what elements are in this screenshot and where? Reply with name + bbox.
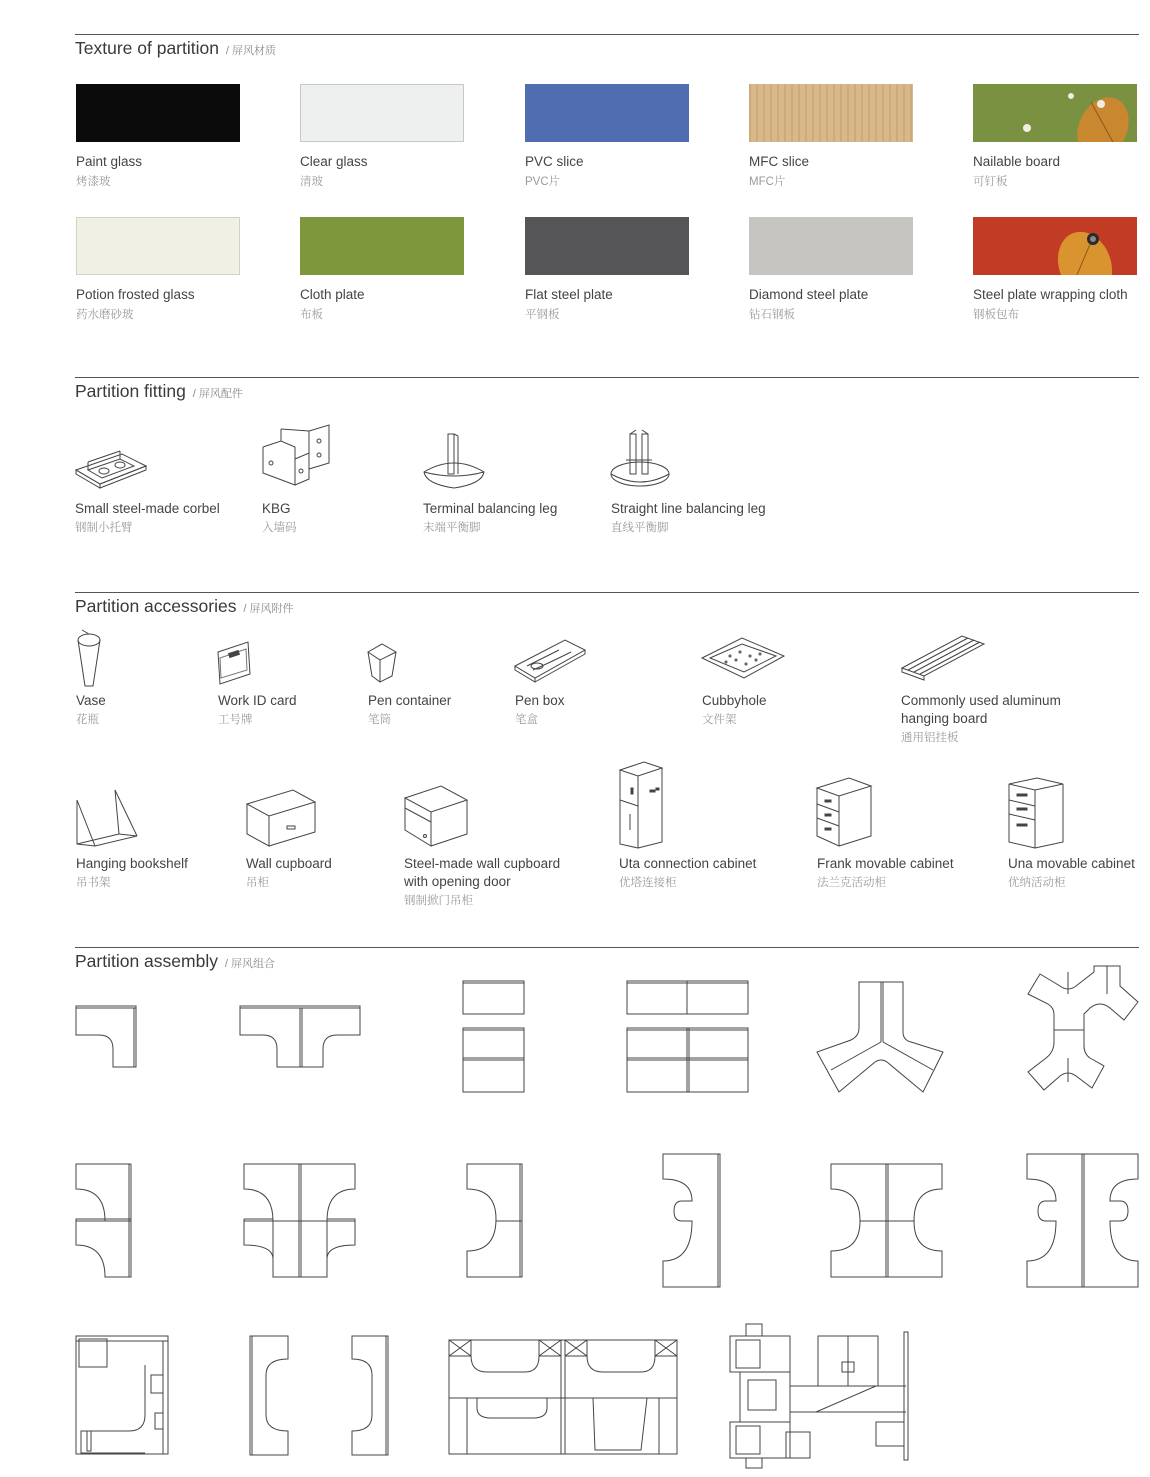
texture-swatch xyxy=(749,217,913,275)
assembly-layout-office-cluster xyxy=(447,1338,679,1456)
texture-label: Clear glass xyxy=(300,154,368,169)
accessory-label-zh: 法兰克活动柜 xyxy=(817,877,886,889)
accessory-label-zh: 吊书架 xyxy=(76,877,111,889)
accessory-label: Una movable cabinet xyxy=(1008,856,1135,871)
accessory-label-zh: 钢制掀门吊柜 xyxy=(404,895,473,907)
texture-label: Potion frosted glass xyxy=(76,287,195,302)
texture-label-zh: 布板 xyxy=(300,309,323,321)
assembly-layout-t-back-to-back xyxy=(243,1163,359,1279)
assembly-layout-y-three xyxy=(815,980,947,1096)
fitting-label-zh: 直线平衡脚 xyxy=(611,522,669,534)
section-title-zh: / 屏风附件 xyxy=(243,603,294,615)
texture-label: Steel plate wrapping cloth xyxy=(973,287,1128,302)
texture-label: Paint glass xyxy=(76,154,143,169)
texture-label: MFC slice xyxy=(749,154,809,169)
accessory-label-line2: hanging board xyxy=(901,711,988,726)
accessory-label-zh: 笔筒 xyxy=(368,714,391,726)
section-title-zh: / 屏风材质 xyxy=(225,45,276,57)
fitting-label-zh: 入墙码 xyxy=(262,522,297,534)
tall-cabinet-icon xyxy=(618,760,664,848)
accessory-label-zh: 笔盒 xyxy=(515,714,538,726)
accessory-label-zh: 工号牌 xyxy=(218,714,253,726)
pen-container-icon xyxy=(366,642,398,684)
assembly-layout-y-cluster xyxy=(1024,964,1142,1108)
fitting-label-zh: 钢制小托臂 xyxy=(75,522,133,534)
accessory-label: Frank movable cabinet xyxy=(817,856,954,871)
texture-label: Cloth plate xyxy=(300,287,365,302)
accessory-label: Commonly used aluminum xyxy=(901,693,1061,708)
texture-label: Flat steel plate xyxy=(525,287,613,302)
fitting-label: Terminal balancing leg xyxy=(423,501,558,516)
drawer-cabinet-icon xyxy=(1007,776,1065,848)
texture-swatch xyxy=(973,217,1137,275)
section-title-text: Partition assembly xyxy=(75,951,218,971)
accessory-label-zh: 优塔连接柜 xyxy=(619,877,677,889)
texture-swatch xyxy=(525,84,689,142)
accessory-label-zh: 通用铝挂板 xyxy=(901,732,959,744)
assembly-layout-facing-pair xyxy=(248,1335,392,1457)
assembly-layout-double-u-bridge xyxy=(1026,1153,1142,1289)
texture-swatch xyxy=(300,217,464,275)
fitting-label: Small steel-made corbel xyxy=(75,501,220,516)
fitting-label-zh: 末端平衡脚 xyxy=(423,522,481,534)
section-title-text: Partition fitting xyxy=(75,381,186,401)
accessory-label: Hanging bookshelf xyxy=(76,856,188,871)
texture-swatch xyxy=(76,84,240,142)
texture-label-zh: 烤漆玻 xyxy=(76,176,111,188)
id-card-icon xyxy=(216,640,252,686)
texture-label-zh: PVC片 xyxy=(525,176,561,188)
kbg-bracket-icon xyxy=(261,423,333,485)
accessory-label: Uta connection cabinet xyxy=(619,856,757,871)
texture-label: PVC slice xyxy=(525,154,584,169)
accessory-label: Steel-made wall cupboard xyxy=(404,856,561,871)
assembly-layout-l-single xyxy=(75,1005,139,1069)
accessory-label-zh: 文件架 xyxy=(702,714,737,726)
accessory-label: Work ID card xyxy=(218,693,297,708)
section-divider xyxy=(75,377,1139,378)
texture-swatch xyxy=(525,217,689,275)
accessory-label: Vase xyxy=(76,693,106,708)
assembly-layout-l-back-to-back xyxy=(75,1163,135,1279)
fitting-label: KBG xyxy=(262,501,291,516)
texture-label-zh: 清玻 xyxy=(300,176,323,188)
section-title-zh: / 屏风组合 xyxy=(224,958,275,970)
assembly-layout-t-double xyxy=(239,1005,363,1069)
terminal-leg-icon xyxy=(422,432,486,490)
assembly-layout-manager-desk xyxy=(75,1335,173,1457)
texture-swatch xyxy=(300,84,464,142)
section-title-text: Partition accessories xyxy=(75,596,237,616)
accessory-label: Pen container xyxy=(368,693,452,708)
section-title-accessories xyxy=(75,596,293,617)
section-title-zh: / 屏风配件 xyxy=(192,388,243,400)
texture-swatch xyxy=(749,84,913,142)
assembly-layout-workstation-block xyxy=(726,1322,910,1470)
straight-leg-icon xyxy=(610,430,672,488)
texture-label: Diamond steel plate xyxy=(749,287,869,302)
accessory-label-line2: with opening door xyxy=(404,874,511,889)
section-title-text: Texture of partition xyxy=(75,38,219,58)
aluminum-board-icon xyxy=(900,634,986,678)
accessory-label: Cubbyhole xyxy=(702,693,767,708)
assembly-layout-double-u xyxy=(830,1163,946,1279)
texture-swatch xyxy=(973,84,1137,142)
section-divider xyxy=(75,34,1139,35)
movable-cabinet-icon xyxy=(815,776,873,848)
accessory-label-zh: 花瓶 xyxy=(76,714,99,726)
texture-label-zh: 可钉板 xyxy=(973,176,1008,188)
vase-icon xyxy=(76,632,102,688)
texture-label-zh: 钻石钢板 xyxy=(749,309,795,321)
section-title-assembly xyxy=(75,951,275,972)
assembly-layout-straight-single xyxy=(462,980,526,1094)
accessory-label: Wall cupboard xyxy=(246,856,332,871)
section-divider xyxy=(75,592,1139,593)
cubbyhole-icon xyxy=(700,636,786,680)
wall-cupboard-icon xyxy=(245,788,317,848)
accessory-label-zh: 吊柜 xyxy=(246,877,269,889)
steel-cupboard-icon xyxy=(403,784,469,848)
assembly-layout-u-single xyxy=(466,1163,526,1279)
accessory-label-zh: 优纳活动柜 xyxy=(1008,877,1066,889)
texture-label-zh: 平钢板 xyxy=(525,309,560,321)
section-title-fitting xyxy=(75,381,243,402)
assembly-layout-u-bridge xyxy=(662,1153,724,1289)
leaf-pin-icon xyxy=(973,84,1137,142)
texture-label-zh: MFC片 xyxy=(749,176,786,188)
pen-box-icon xyxy=(513,636,587,680)
section-title-texture xyxy=(75,38,276,59)
bookshelf-icon xyxy=(75,788,139,848)
section-divider xyxy=(75,947,1139,948)
leaf-pin-icon xyxy=(973,217,1137,275)
assembly-layout-straight-double xyxy=(626,980,750,1094)
texture-swatch xyxy=(76,217,240,275)
texture-label: Nailable board xyxy=(973,154,1061,169)
corbel-icon xyxy=(74,440,148,488)
accessory-label: Pen box xyxy=(515,693,565,708)
texture-label-zh: 药水磨砂玻 xyxy=(76,309,134,321)
fitting-label: Straight line balancing leg xyxy=(611,501,766,516)
texture-label-zh: 钢板包布 xyxy=(973,309,1019,321)
